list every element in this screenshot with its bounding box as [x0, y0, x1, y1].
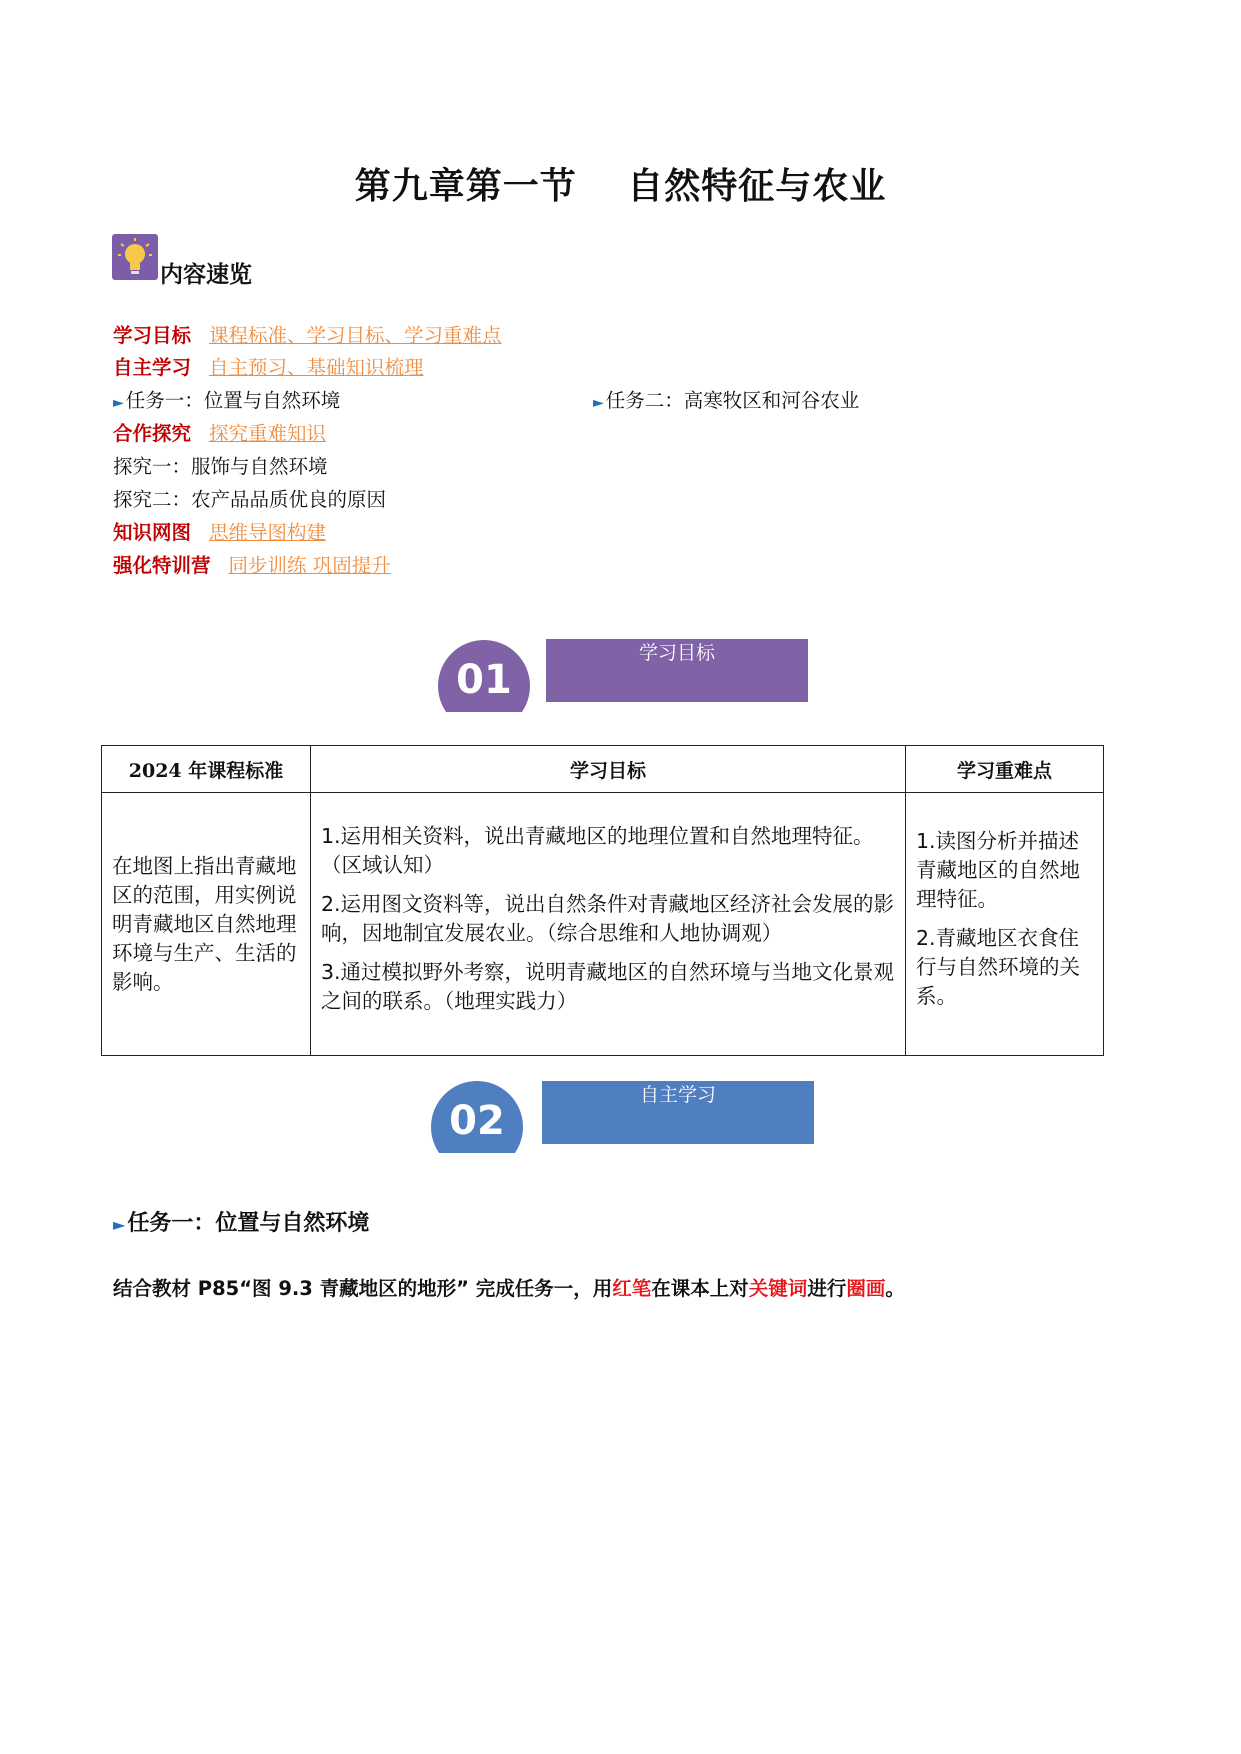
highlight-text: 关键词	[748, 1277, 808, 1300]
section-number: 02	[431, 1081, 523, 1153]
table-row	[102, 793, 1104, 1056]
objective-item: 1.运用相关资料，说出青藏地区的地理位置和自然地理特征。（区域认知）	[321, 824, 874, 877]
task-instruction: 结合教材 P85“图 9.3 青藏地区的地形” 完成任务一，用红笔在课本上对关键词进行圈画。	[113, 1277, 905, 1300]
highlight-text: 红笔	[612, 1277, 652, 1300]
triangle-right-icon: ►	[113, 395, 124, 411]
overview-link[interactable]: 课程标准、学习目标、学习重难点	[209, 324, 502, 347]
overview-heading: 内容速览	[160, 262, 252, 288]
objectives-cell	[311, 793, 906, 1056]
highlight-text: 圈画	[846, 1277, 886, 1300]
section-number-badge	[438, 640, 530, 712]
objectives-table	[101, 745, 1104, 1056]
overview-item	[113, 352, 424, 380]
overview-link[interactable]: 思维导图构建	[209, 521, 327, 544]
overview-item	[113, 418, 326, 446]
overview-label: 自主学习	[113, 356, 192, 379]
overview-item	[113, 320, 502, 348]
overview-label: 学习目标	[113, 324, 192, 347]
overview-label: 合作探究	[113, 422, 192, 445]
section-title: 自主学习	[542, 1081, 814, 1144]
section-number-badge	[431, 1081, 523, 1153]
lightbulb-icon	[112, 234, 158, 280]
overview-explore2: 探究二：农产品品质优良的原因	[113, 488, 387, 511]
overview-link[interactable]: 自主预习、基础知识梳理	[209, 356, 424, 379]
table-header: 学习重难点	[906, 746, 1104, 793]
standard-cell: 在地图上指出青藏地区的范围，用实例说明青藏地区自然地理环境与生产、生活的影响。	[102, 793, 311, 1056]
page-title: 第九章第一节 自然特征与农业	[354, 166, 887, 207]
overview-link[interactable]: 同步训练 巩固提升	[228, 554, 391, 577]
task-heading: ►任务一：位置与自然环境	[113, 1211, 370, 1236]
overview-label: 强化特训营	[113, 554, 211, 577]
overview-task2: ► 任务二：高寒牧区和河谷农业	[593, 389, 860, 412]
overview-item	[113, 550, 391, 578]
keypoint-item: 1.读图分析并描述青藏地区的自然地理特征。	[916, 829, 1080, 911]
section-number: 01	[438, 640, 530, 712]
table-header: 2024 年课程标准	[102, 746, 311, 793]
triangle-right-icon: ►	[113, 1215, 126, 1234]
keypoint-item: 2.青藏地区衣食住行与自然环境的关系。	[916, 926, 1080, 1008]
overview-explore1: 探究一：服饰与自然环境	[113, 455, 328, 478]
section-title: 学习目标	[546, 639, 808, 702]
overview-task1: ► 任务一：位置与自然环境	[113, 389, 341, 412]
triangle-right-icon: ►	[593, 395, 604, 411]
objective-item: 2.运用图文资料等，说出自然条件对青藏地区经济社会发展的影响，因地制宜发展农业。（综合思维和人地协调观）	[321, 892, 895, 945]
table-header: 学习目标	[311, 746, 906, 793]
overview-label: 知识网图	[113, 521, 192, 544]
overview-item	[113, 517, 326, 545]
table-header-row	[102, 746, 1104, 793]
overview-link[interactable]: 探究重难知识	[209, 422, 327, 445]
keypoints-cell	[906, 793, 1104, 1056]
objective-item: 3.通过模拟野外考察，说明青藏地区的自然环境与当地文化景观之间的联系。（地理实践力）	[321, 960, 895, 1013]
